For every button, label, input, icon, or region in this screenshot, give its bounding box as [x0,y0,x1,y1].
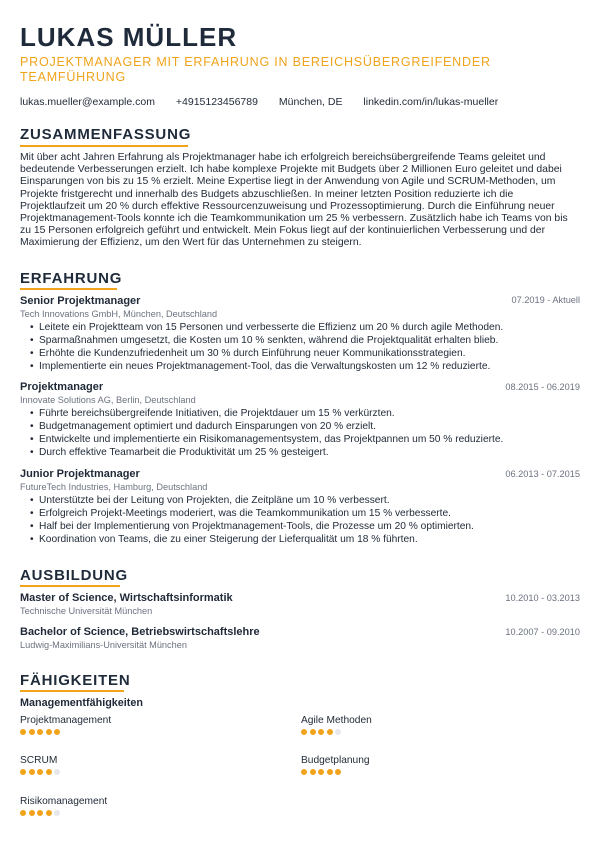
skill-item [301,715,551,735]
summary-text: Mit über acht Jahren Erfahrung als Projektmanager habe ich erfolgreich bereichsübergreifende Teams geleitet und bedeutende Verbesserungen erzielt. Ich habe komplexe Projekte mit Budgets über 2 Millionen Euro geleitet und dabei Einsparungen von bis zu 15 % erzielt. Meine Expertise liegt in der Anwendung von Agile und SCRUM-Methoden, um Projekte fristgerecht und innerhalb des Budgets abzuschließen. In meiner letzten Position reduzierte ich die Projektlaufzeit um 20 % durch effektive Ressourcenzuweisung und Prozessoptimierung. Durch die Einführung neuer Projektmanagement-Tools konnte ich die Teamkommunikation um 25 % verbessern. Zusätzlich habe ich Teams von bis zu 15 Personen erfolgreich geführt und entwickelt. Mein Fokus liegt auf der kontinuierlichen Verbesserung und der Maximierung der Effizienz, um den Wert für das Unternehmen zu steigern. [20,152,568,249]
rating-dot-filled [37,810,43,816]
skill-name: Agile Methoden [301,715,372,726]
job-dates: 06.2013 - 07.2015 [505,469,580,479]
bullet-item: • Führte bereichsübergreifende Initiativen, die Projektdauer um 15 % verkürzten. [30,407,578,420]
education-degree: Bachelor of Science, Betriebswirtschaftslehre [20,626,260,638]
rating-dot-filled [310,769,316,775]
skill-name: SCRUM [20,755,58,766]
rating-dot-filled [335,769,341,775]
education-dates: 10.2010 - 03.2013 [505,593,580,603]
rating-dot-filled [318,769,324,775]
rating-dot-filled [20,769,26,775]
contact-row [20,96,516,108]
linkedin-link[interactable]: linkedin.com/in/lukas-mueller [363,96,499,108]
skill-item [20,755,270,775]
rating-dot-filled [327,729,333,735]
skill-rating [301,729,551,735]
rating-dot-filled [327,769,333,775]
phone-number[interactable]: +4915123456789 [175,96,258,108]
education-school: Ludwig-Maximilians-Universität München [20,640,187,650]
skill-name: Budgetplanung [301,755,370,766]
headline: PROJEKTMANAGER MIT ERFAHRUNG IN BEREICHSÜBERGREIFENDER TEAMFÜHRUNG [20,55,491,84]
location: München, DE [278,96,343,108]
rating-dot-filled [301,729,307,735]
section-underline [20,145,188,147]
bullet-item: • Unterstützte bei der Leitung von Projekten, die Zeitpläne um 10 % verbessert. [30,494,578,507]
skill-item [20,796,270,816]
rating-dot-filled [310,729,316,735]
bullet-item: • Koordination von Teams, die zu einer Steigerung der Lieferqualität um 18 % führten. [30,533,578,546]
skill-rating [20,769,270,775]
rating-dot-filled [29,729,35,735]
job-bullets [30,321,578,373]
bullet-item: • Entwickelte und implementierte ein Risikomanagementsystem, das Projektpannen um 50 % reduzierte. [30,433,578,446]
rating-dot-filled [46,810,52,816]
job-dates: 08.2015 - 06.2019 [505,382,580,392]
bullet-item: • Sparmaßnahmen umgesetzt, die Kosten um 10 % senkten, während die Projektqualität erhalten blieb. [30,334,578,347]
bullet-item: • Implementierte ein neues Projektmanagement-Tool, das die Verwaltungskosten um 12 % reduzierte. [30,360,578,373]
job-title: Senior Projektmanager [20,295,141,307]
rating-dot-filled [20,810,26,816]
education-dates: 10.2007 - 09.2010 [505,627,580,637]
education-degree: Master of Science, Wirtschaftsinformatik [20,592,233,604]
bullet-item: • Half bei der Implementierung von Projektmanagement-Tools, die Prozesse um 20 % optimierten. [30,520,578,533]
skill-rating [301,769,551,775]
skill-name: Risikomanagement [20,796,108,807]
section-underline [20,585,120,587]
rating-dot-filled [29,769,35,775]
section-title-summary: ZUSAMMENFASSUNG [20,126,192,143]
rating-dot-filled [301,769,307,775]
rating-dot-filled [54,729,60,735]
job-bullets [30,407,578,459]
skill-rating [20,729,270,735]
job-title: Projektmanager [20,381,104,393]
rating-dot-filled [46,769,52,775]
rating-dot-filled [29,810,35,816]
section-title-skills: FÄHIGKEITEN [20,672,131,689]
job-company: Innovate Solutions AG, Berlin, Deutschland [20,395,196,405]
section-title-education: AUSBILDUNG [20,567,128,584]
bullet-item: • Budgetmanagement optimiert und dadurch Einsparungen von 20 % erzielt. [30,420,578,433]
skill-name: Projektmanagement [20,715,112,726]
email-link[interactable]: lukas.mueller@example.com [20,96,155,108]
skill-item [20,715,270,735]
rating-dot-filled [20,729,26,735]
job-company: Tech Innovations GmbH, München, Deutschland [20,309,218,319]
job-title: Junior Projektmanager [20,468,140,480]
rating-dot-filled [46,729,52,735]
skill-rating [20,810,270,816]
rating-dot-filled [318,729,324,735]
job-company: FutureTech Industries, Hamburg, Deutschland [20,482,208,492]
rating-dot-empty [335,729,341,735]
rating-dot-filled [37,729,43,735]
rating-dot-filled [37,769,43,775]
skill-group-title: Managementfähigkeiten [20,697,143,709]
section-underline [20,690,124,692]
rating-dot-empty [54,769,60,775]
job-bullets [30,494,578,546]
skill-item [301,755,551,775]
section-title-experience: ERFAHRUNG [20,270,123,287]
education-school: Technische Universität München [20,606,153,616]
rating-dot-empty [54,810,60,816]
job-dates: 07.2019 - Aktuell [511,295,580,305]
bullet-item: • Erfolgreich Projekt-Meetings moderiert, was die Teamkommunikation um 15 % verbesserte. [30,507,578,520]
candidate-name: LUKAS MÜLLER [20,22,238,52]
bullet-item: • Durch effektive Teamarbeit die Produktivität um 25 % gesteigert. [30,446,578,459]
section-underline [20,288,117,290]
bullet-item: • Leitete ein Projektteam von 15 Personen und verbesserte die Effizienz um 20 % durch agile Methoden. [30,321,578,334]
bullet-item: • Erhöhte die Kundenzufriedenheit um 30 % durch Einführung neuer Kommunikationsstrategien. [30,347,578,360]
